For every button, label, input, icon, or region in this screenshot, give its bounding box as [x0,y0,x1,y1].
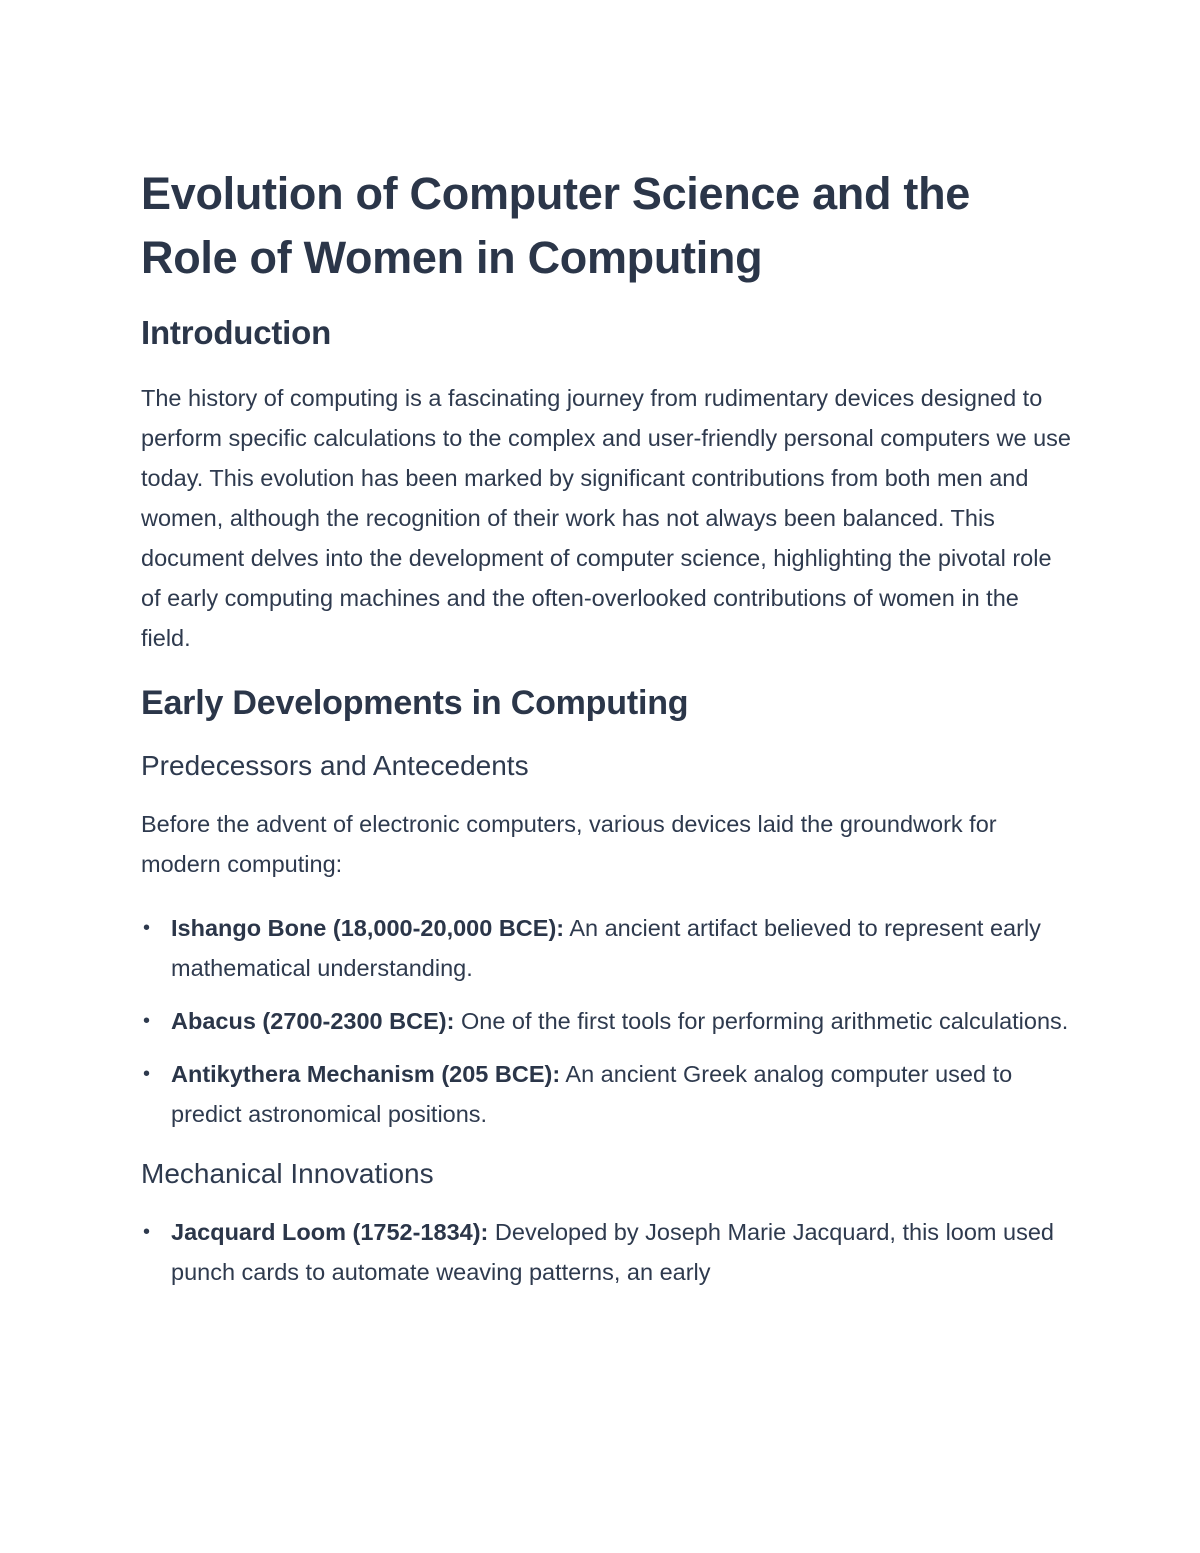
bullet-icon: • [143,917,151,939]
document-page [141,162,1071,1314]
subsection-heading-mechanical: Mechanical Innovations [141,1158,434,1189]
list-item-text: One of the first tools for performing arithmetic calculations. [454,1008,1069,1034]
predecessors-paragraph: Before the advent of electronic computers, various devices laid the groundwork for modern computing: [141,811,997,877]
list-item-term: Ishango Bone (18,000-20,000 BCE): [171,915,565,941]
list-item-term: Jacquard Loom (1752-1834): [171,1219,489,1245]
list-item-term: Abacus (2700-2300 BCE): [171,1008,455,1034]
list-item-text: An ancient artifact believed to represent early mathematical understanding. [171,915,1041,981]
section-heading-introduction: Introduction [141,314,332,351]
introduction-paragraph: The history of computing is a fascinating journey from rudimentary devices designed to perform specific calculations to the complex and user-friendly personal computers we use today. This evolution has been marked by significant contributions from both men and women, although the recognition of their work has not always been balanced. This document delves into the development of computer science, highlighting the pivotal role of early computing machines and the often-overlooked contributions of women in the field. [141,385,1071,651]
bullet-icon: • [143,1063,151,1085]
list-item [141,1212,1071,1292]
bullet-icon: • [143,1010,151,1032]
bullet-icon: • [143,1221,151,1243]
list-item [141,908,1071,988]
subsection-heading-predecessors: Predecessors and Antecedents [141,750,529,781]
list-item-term: Antikythera Mechanism (205 BCE): [171,1061,561,1087]
list-item [141,1054,1071,1134]
list-item-text: Developed by Joseph Marie Jacquard, this loom used punch cards to automate weaving patterns, an early [171,1219,1054,1285]
section-heading-early-developments: Early Developments in Computing [141,684,689,722]
mechanical-list [141,1212,1071,1292]
document-title: Evolution of Computer Science and the Role of Women in Computing [141,168,970,283]
predecessors-list [141,908,1071,1134]
list-item-text: An ancient Greek analog computer used to predict astronomical positions. [171,1061,1013,1127]
list-item [141,1001,1071,1041]
